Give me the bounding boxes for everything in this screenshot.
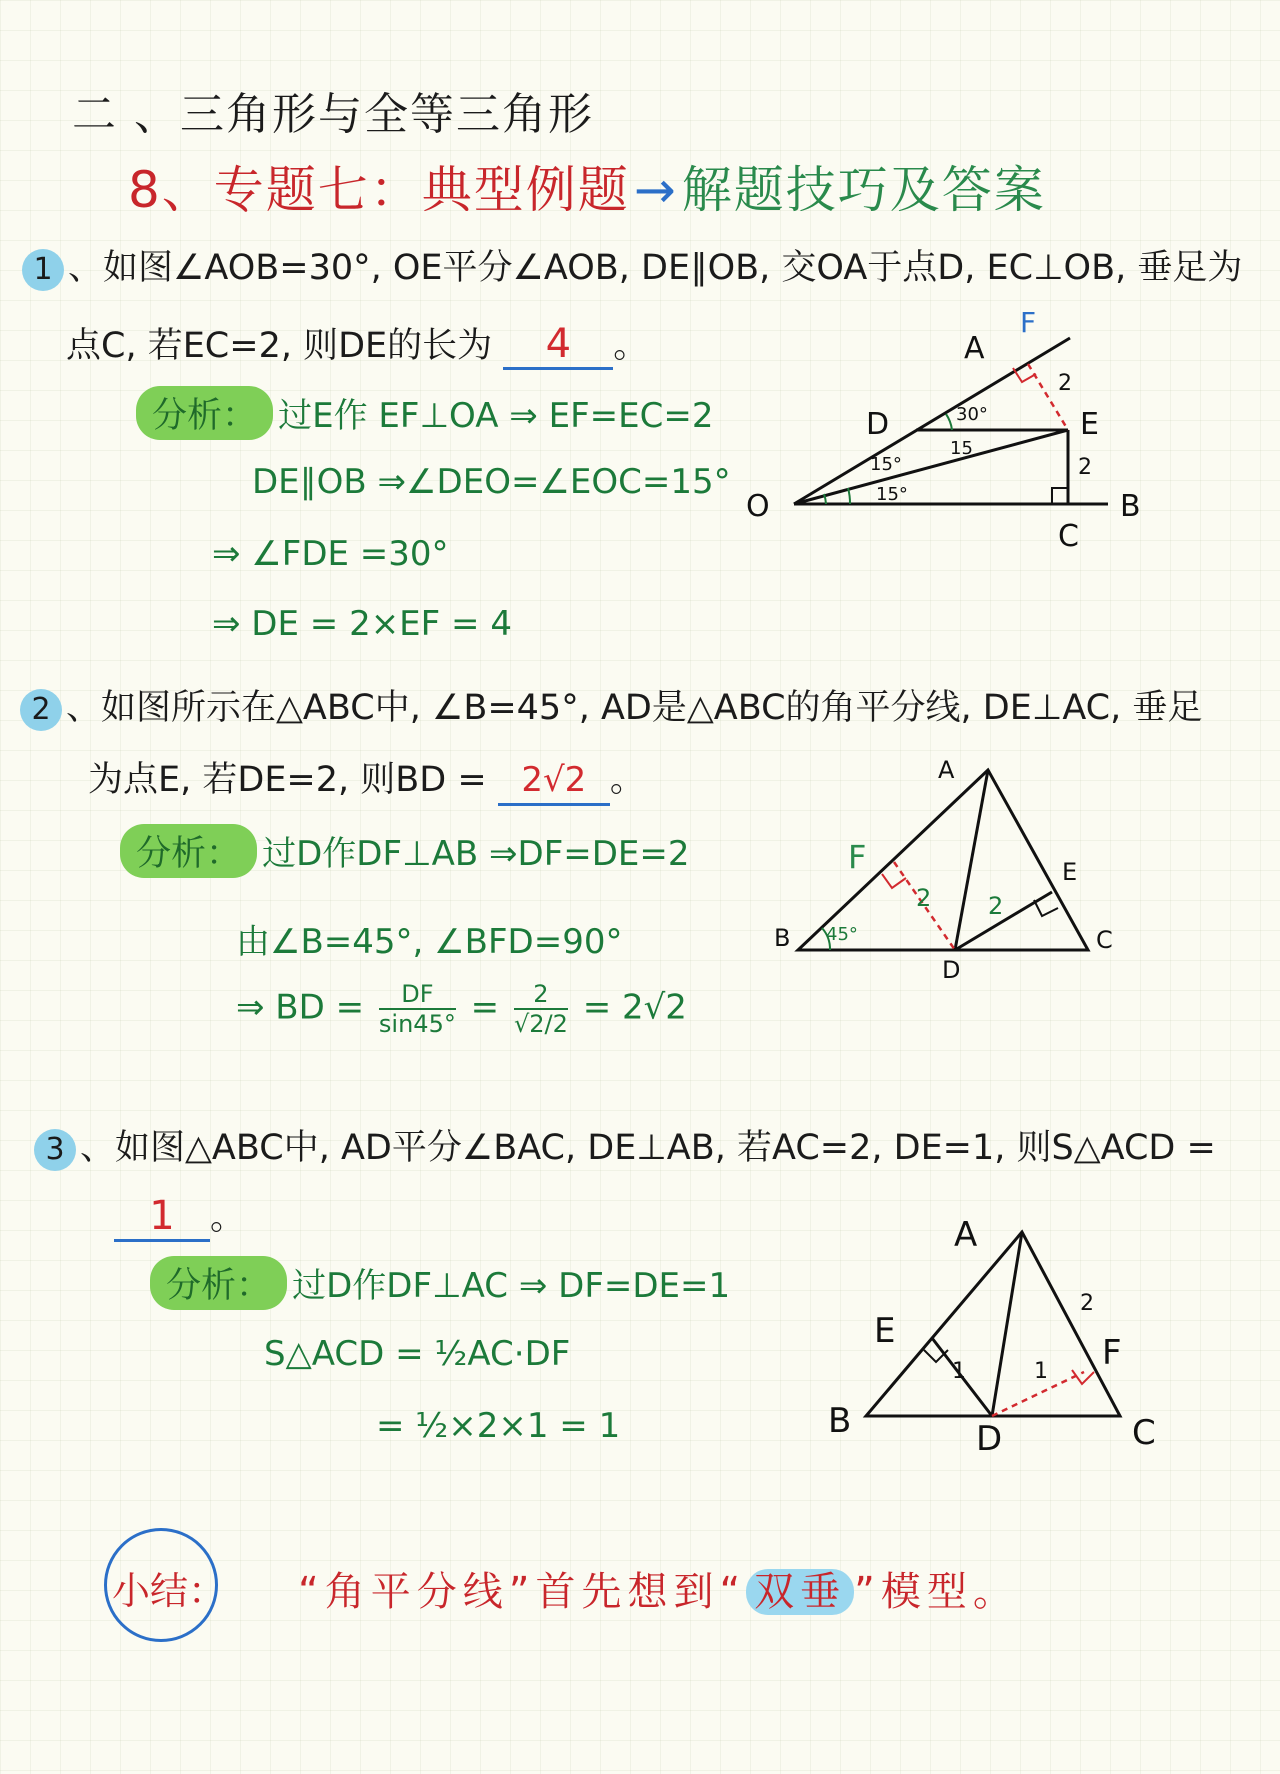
- label-15a: 15: [950, 438, 973, 459]
- problem-3-line1: [34, 1120, 1216, 1171]
- summary-text-before: “角平分线”首先想到“: [298, 1569, 747, 1615]
- point-c: C: [1096, 926, 1113, 954]
- triangle-abc: [866, 1232, 1120, 1416]
- problem-1-line1: [22, 240, 1242, 291]
- section-title: 二 、三角形与全等三角形: [72, 89, 594, 140]
- problem-2-text2: 为点E, 若DE=2, 则BD =: [88, 760, 487, 800]
- label-15b: 15°: [870, 454, 902, 475]
- analysis-step: = ½×2×1 = 1: [376, 1406, 621, 1446]
- formula-result: = 2√2: [582, 987, 687, 1028]
- right-angle-e: [1034, 900, 1058, 916]
- summary-highlight: 双垂: [746, 1569, 854, 1615]
- line-oa: [794, 338, 1070, 504]
- line-oe: [794, 430, 1068, 504]
- problem-2-answer: 2√2: [498, 757, 610, 806]
- point-d: D: [866, 407, 890, 442]
- label-de: 1: [952, 1359, 966, 1384]
- figure-2: [770, 750, 1130, 980]
- point-d: D: [976, 1419, 1003, 1450]
- problem-2-line1: [20, 680, 1202, 731]
- point-b: B: [774, 924, 791, 952]
- topic-title: [128, 150, 1046, 222]
- problem-3-answer: 1: [114, 1193, 210, 1242]
- label-30: 30°: [956, 404, 988, 425]
- point-b: B: [828, 1401, 852, 1441]
- problem-2-number: 2: [20, 689, 62, 731]
- point-f: F: [1102, 1333, 1122, 1373]
- analysis-step: ⇒ DE = 2×EF = 4: [212, 604, 512, 644]
- problem-3-line2: [114, 1190, 245, 1242]
- triangle-abc: [798, 770, 1088, 950]
- label-ef: 2: [1058, 371, 1072, 396]
- analysis-step: 过D作DF⊥AC ⇒ DF=DE=1: [292, 1266, 731, 1306]
- problem-2-line2: [88, 752, 645, 806]
- right-angle-c: [1052, 488, 1068, 504]
- problem-1-answer: 4: [503, 321, 613, 370]
- problem-1-line2: [66, 318, 648, 370]
- label-ac: 2: [1080, 1291, 1094, 1316]
- problem-1-text: 、如图∠AOB=30°, OE平分∠AOB, DE∥OB, 交OA于点D, EC⊥OB, 垂足为: [68, 248, 1243, 288]
- summary-label: 小结：: [112, 1569, 227, 1613]
- formula-eq: =: [470, 987, 500, 1028]
- label-ec: 2: [1078, 455, 1092, 480]
- analysis-step: ⇒ ∠FDE =30°: [212, 534, 449, 574]
- point-e: E: [1062, 858, 1078, 886]
- point-a: A: [954, 1215, 978, 1255]
- analysis-step: 过D作DF⊥AB ⇒DF=DE=2: [262, 834, 690, 874]
- problem-1-text2: 点C, 若EC=2, 则DE的长为: [66, 326, 493, 366]
- point-c: C: [1132, 1413, 1156, 1450]
- fraction-2-root: $\frac{2}{√2/2}$: [513, 980, 568, 1038]
- analysis-formula: [236, 980, 687, 1038]
- topic-prefix: 8、专题七：典型例题: [128, 161, 630, 219]
- analysis-tag: 分析：: [136, 386, 273, 440]
- point-c: C: [1058, 519, 1079, 550]
- label-15c: 15°: [876, 484, 908, 505]
- analysis-step: DE∥OB ⇒∠DEO=∠EOC=15°: [252, 462, 731, 502]
- point-e: E: [874, 1311, 896, 1351]
- problem-2-end: 。: [609, 760, 645, 800]
- label-df: 2: [916, 884, 932, 912]
- analysis-tag: 分析：: [150, 1256, 287, 1310]
- problem-2-analysis: [120, 824, 690, 878]
- problem-1-number: 1: [22, 249, 64, 291]
- topic-suffix: 解题技巧及答案: [681, 161, 1046, 219]
- problem-3-text: 、如图△ABC中, AD平分∠BAC, DE⊥AB, 若AC=2, DE=1, 则S△ACD =: [80, 1128, 1216, 1168]
- analysis-step: 由∠B=45°, ∠BFD=90°: [236, 922, 623, 962]
- point-a: A: [964, 331, 985, 366]
- label-df: 1: [1034, 1359, 1048, 1384]
- line-de: [955, 892, 1052, 950]
- figure-1: [730, 310, 1170, 550]
- fraction-df-sin: $\frac{DF}{\sin 45^\circ}$: [378, 980, 456, 1038]
- problem-3-analysis: [150, 1256, 730, 1310]
- problem-3-number: 3: [34, 1129, 76, 1171]
- problem-1-end: 。: [613, 326, 649, 366]
- point-d: D: [942, 956, 961, 980]
- label-45: 45°: [826, 924, 858, 945]
- label-de: 2: [988, 892, 1004, 920]
- problem-2-text: 、如图所示在△ABC中, ∠B=45°, AD是△ABC的角平分线, DE⊥AC, 垂足: [66, 688, 1203, 728]
- summary-text-after: ”模型。: [854, 1569, 1019, 1615]
- analysis-step: 过E作 EF⊥OA ⇒ EF=EC=2: [278, 396, 714, 436]
- point-a: A: [938, 756, 955, 784]
- summary-text: [298, 1560, 1019, 1617]
- problem-3-end: 。: [210, 1198, 246, 1238]
- arrow-icon: →: [633, 161, 678, 219]
- formula-bd: ⇒ BD =: [236, 987, 365, 1028]
- point-b: B: [1120, 489, 1141, 524]
- point-f: F: [848, 838, 867, 876]
- point-f: F: [1020, 310, 1037, 339]
- figure-3: [820, 1210, 1180, 1450]
- line-ad: [992, 1232, 1022, 1416]
- analysis-step: S△ACD = ½AC·DF: [264, 1334, 571, 1374]
- analysis-tag: 分析：: [120, 824, 257, 878]
- problem-1-analysis: [136, 386, 713, 440]
- point-e: E: [1080, 407, 1099, 442]
- point-o: O: [746, 489, 770, 524]
